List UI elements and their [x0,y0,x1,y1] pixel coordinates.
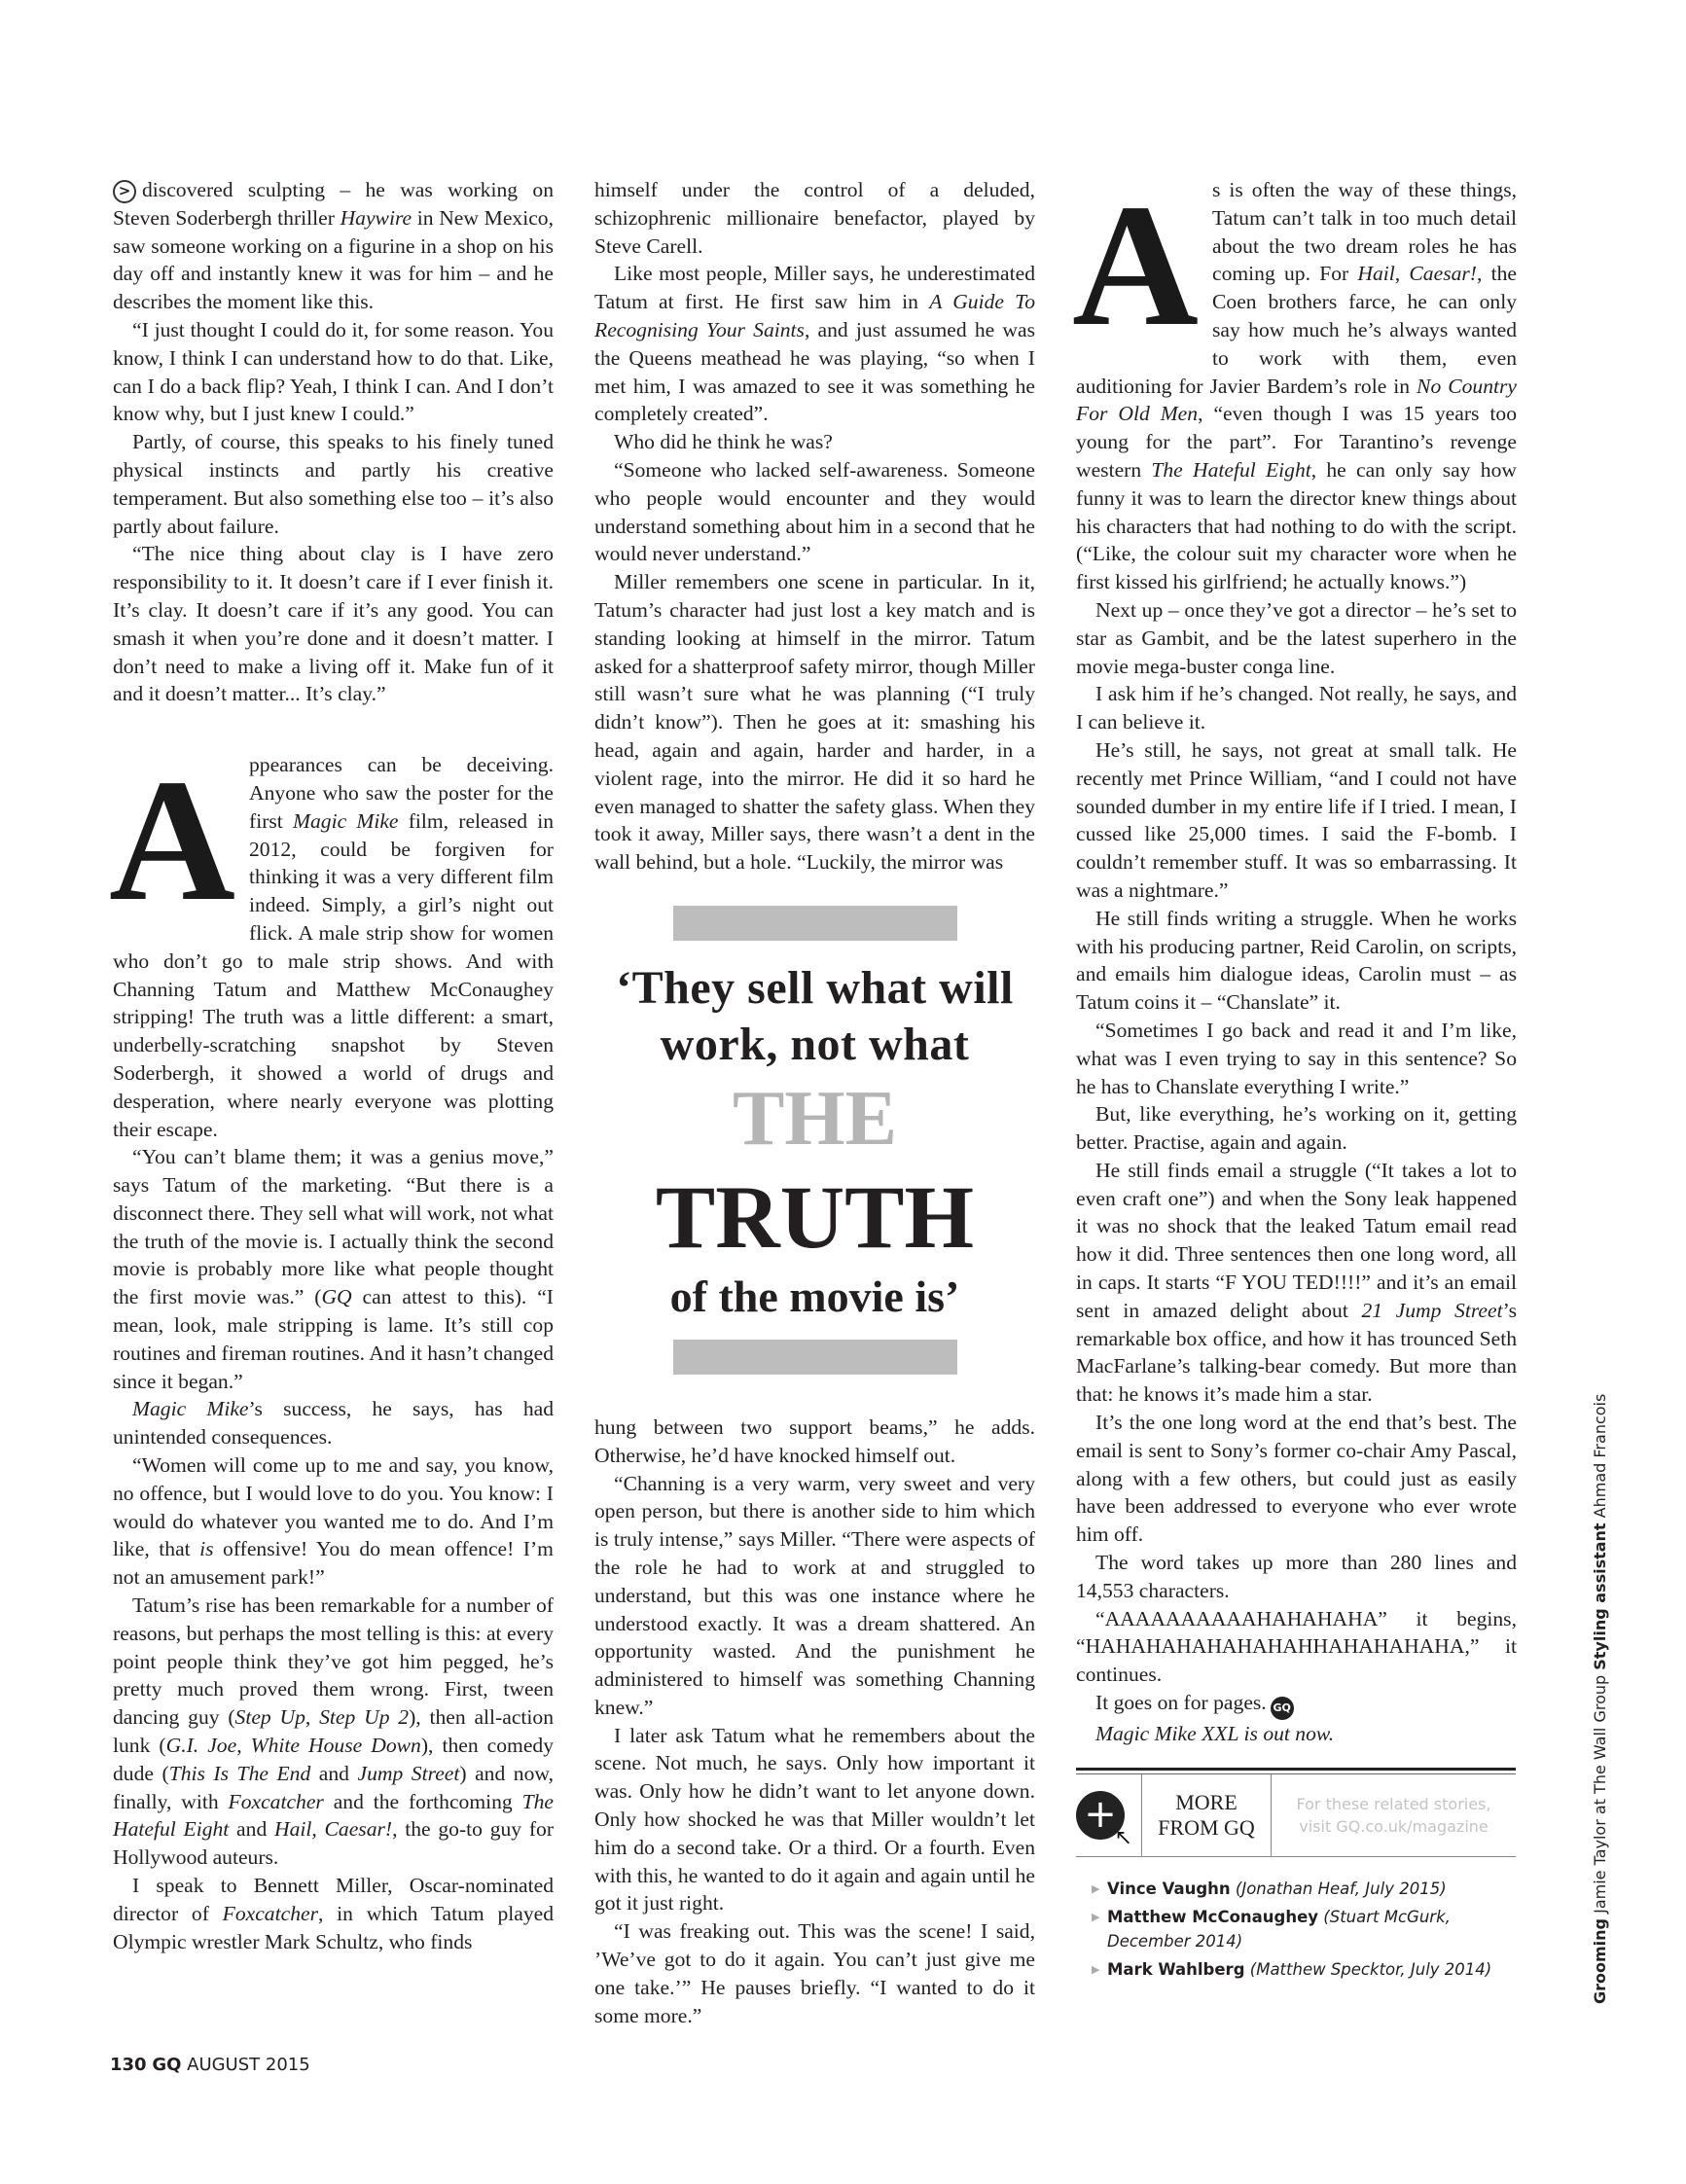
italic-text: The Hateful Eight [113,1789,554,1842]
paragraph [113,316,554,428]
text-run: “Someone who lacked self-awareness. Someone who people would encounter and they would understand something about him in a second that he would never understand.” [594,457,1035,566]
text-run: , he can only say how funny it was to learn the director knew things about his characters that had nothing to do with the script. (“Like, the colour suit my character wore when he first kissed his girlfriend; he actually knows.”) [1076,457,1517,594]
text-run: He still finds email a struggle (“It takes a lot to even craft one”) and when the Sony leak happened it was no shock that the leaked Tatum email read how it did. Three sentences then one long word, all in caps. It starts “F YOU TED!!!!” and it’s an email sent in amazed delight about [1076,1158,1517,1322]
paragraph [1076,1720,1517,1748]
paragraph [1076,1017,1517,1100]
credit-text: Jamie Taylor at The Wall Group [1591,1669,1609,1918]
pull-quote-line-3: of the movie is’ [669,1271,960,1321]
more-from-gq-box [1076,1768,1516,1986]
italic-text: A Guide To Recognising Your Saints [594,290,1035,341]
paragraph [594,176,1035,260]
paragraph [1076,1605,1517,1689]
text-run: ), then comedy dude ( [113,1734,555,1785]
page-number: 130 [110,2055,147,2075]
text-run: It goes on for pages. [1095,1691,1267,1715]
cursor-icon: ↖ [1114,1825,1132,1850]
italic-text: Hail, Caesar! [273,1817,393,1842]
text-run: “AAAAAAAAAAHAHAHAHA” it begins, “HAHAHAHAHAHAHAHHAHAHAHAHA,” it continues. [1076,1606,1517,1687]
drop-cap: A [1072,168,1199,362]
issue-date: AUGUST 2015 [187,2055,310,2075]
story-detail: (Matthew Specktor, July 2014) [1249,1959,1492,1979]
related-story[interactable] [1092,1957,1516,1982]
pull-quote-truth: TRUTH [655,1166,975,1267]
pull-quote-the: THE [733,1075,897,1162]
italic-text: G.I. Joe [165,1734,237,1758]
paragraph [594,1414,1035,1470]
text-run: “Sometimes I go back and read it and I’m like, what was I even trying to say in this sentence? So he has to Chanslate everything I write.” [1076,1018,1517,1098]
related-story[interactable] [1092,1877,1516,1901]
credit-label: Styling assistant [1591,1522,1609,1670]
text-run: and [229,1817,274,1842]
paragraph [594,1470,1035,1722]
text-run: He still finds writing a struggle. When he works with his producing partner, Reid Carolin, on scripts, and emails him dialogue ideas, Carolin must – as Tatum coins it – “Chanslate” it. [1076,906,1517,1015]
paragraph [109,743,554,1143]
triangle-bullet-icon: ▶ [1092,1910,1100,1923]
text-run: I speak to Bennett Miller, Oscar-nominated director of [113,1874,554,1925]
column-1-bottom [109,743,555,1955]
gq-end-icon: GQ [1271,1697,1294,1720]
paragraph [594,1917,1035,2029]
text-run: “I was freaking out. This was the scene! I said, ’We’ve got to do it again. You can’t just give me one take.’” He pauses briefly. “I wanted to do it some more.” [594,1919,1035,2027]
text-run: It’s the one long word at the end that’s best. The email is sent to Sony’s former co-chair Amy Pascal, along with a few others, but could just as easily have been addressed to everyone who ever wrote him off. [1076,1411,1517,1547]
paragraph [594,568,1035,877]
paragraph [113,428,554,540]
italic-text: Haywire [340,205,413,230]
text-run: “You can’t blame them; it was a genius move,” says Tatum of the marketing. “But there is a disconnect there. They sell what will work, not what the truth of the movie is. I actually think the second movie is probably more like what people thought the first movie was.” ( [113,1145,554,1309]
pull-quote-bottom-bar [673,1340,957,1375]
paragraph [1072,168,1517,596]
text-run: The word takes up more than 280 lines and 14,553 characters. [1076,1551,1517,1602]
box-top-rule [1076,1768,1516,1774]
credit-label: Grooming [1591,1917,1609,2004]
drop-cap: A [109,743,235,938]
text-run: s is often the way of these things, Tatum can’t talk in too much detail about the two dream roles he has coming up. For [1212,178,1517,286]
text-run: Partly, of course, this speaks to his finely tuned physical instincts and partly his creative temperament. But also something else too – it’s also partly about failure. [113,430,554,538]
italic-text: Magic Mike [292,808,399,833]
text-run: ’s remarkable box office, and how it has trounced Seth MacFarlane’s talking-bear comedy. But more than that: he knows it’s made him a star. [1076,1298,1518,1407]
text-run: and the forthcoming [323,1789,522,1813]
story-name: Mark Wahlberg [1107,1959,1245,1979]
story-detail: (Jonathan Heaf, July 2015) [1235,1879,1447,1898]
italic-text: Hail, Caesar! [1357,262,1477,286]
text-run: , the go-to guy for Hollywood auteurs. [113,1817,555,1870]
text-run: Magic Mike XXL is out now. [1095,1722,1335,1746]
visit-link[interactable] [1272,1774,1516,1856]
italic-text: The Hateful Eight [1151,457,1311,482]
triangle-bullet-icon: ▶ [1092,1962,1100,1976]
paragraph [1076,736,1517,905]
paragraph [1076,1409,1517,1549]
italic-text: is [199,1537,214,1561]
text-run: discovered sculpting – he was working on Steven Soderbergh thriller [113,178,554,230]
triangle-bullet-icon: ▶ [1092,1881,1100,1895]
italic-text: This Is The End [168,1761,311,1785]
continued-arrow-icon: > [113,180,136,203]
text-run: ) and now, finally, with [113,1761,554,1813]
story-name: Matthew McConaughey [1107,1907,1319,1926]
text-run: I later ask Tatum what he remembers about the scene. Not much, he says. Only how important it was. Only how he didn’t want to let anyone down. Only how shocked he was that Miller wouldn’t let him do a second take. Or a third. Or a fourth. Even with this, he wanted to do it again and again until he got it just right. [594,1723,1035,1915]
text-run: Like most people, Miller says, he underestimated Tatum at first. He first saw him in [594,262,1035,314]
italic-text: 21 Jump Street [1361,1298,1503,1322]
more-title-line-2: FROM GQ [1158,1814,1255,1840]
photo-credit [1591,1394,1610,2004]
column-1 [109,176,555,1955]
paragraph [594,1722,1035,1918]
italic-text: Step Up [234,1705,305,1730]
pull-quote [594,906,1035,1375]
brand: GQ [152,2055,182,2075]
text-run: I ask him if he’s changed. Not really, he says, and I can believe it. [1076,682,1517,734]
paragraph [1076,596,1517,680]
visit-line-1: For these related stories, [1296,1794,1491,1813]
text-run: But, like everything, he’s working on it, getting better. Practise, again and again. [1076,1102,1517,1155]
plus-cursor-icon: + ↖ [1076,1791,1125,1840]
text-run: himself under the control of a deluded, schizophrenic millionaire benefactor, played by Steve Carell. [594,178,1035,258]
italic-text: White House Down [250,1734,421,1758]
paragraph [1076,1157,1517,1409]
italic-text: Foxcatcher [228,1789,324,1813]
paragraph [1076,905,1517,1017]
text-run: “Women will come up to me and say, you know, no offence, but I would love to do you. You know: I would do whatever you wanted me to do. And I’m like, that [113,1453,554,1561]
paragraph [113,540,554,708]
text-run: , and just assumed he was the Queens meathead he was playing, “so when I met him, I was amazed to see it was something he completely created”. [594,317,1036,426]
italic-text: Foxcatcher [222,1901,318,1925]
text-run: ’s success, he says, has had unintended consequences. [113,1397,554,1450]
text-run: Next up – once they’ve got a director – he’s set to star as Gambit, and be the latest superhero in the movie mega-buster conga line. [1076,597,1517,678]
column-2-top [594,176,1035,877]
story-name: Vince Vaughn [1107,1879,1231,1898]
text-run: Tatum’s rise has been remarkable for a number of reasons, but perhaps the most telling is this: at every point people think they’ve got him pegged, he’s pretty much proved them wrong. First, tween dancing guy ( [113,1593,554,1730]
page-footer [110,2054,1517,2077]
paragraph [113,1143,554,1395]
italic-text: Jump Street [357,1761,460,1785]
italic-text: GQ [321,1285,352,1309]
column-3-text [1072,168,1518,1748]
paragraph [1076,680,1517,736]
paragraph [113,176,554,316]
text-run: “The nice thing about clay is I have zero responsibility to it. It doesn’t care if I ever finish it. It’s clay. It doesn’t care if it’s any good. You can smash it when you’re done and it doesn’t matter. I don’t need to make a living off it. Make fun of it and it doesn’t matter... It’s clay.” [113,542,554,706]
paragraph [594,456,1035,568]
text-run: and [310,1761,358,1785]
paragraph [594,428,1035,456]
text-run: Who did he think he was? [614,430,833,454]
column-1-top [113,176,554,708]
column-3 [1072,168,1518,1986]
paragraph [1076,1549,1517,1605]
pull-quote-top-bar [673,906,957,941]
visit-line-2: visit GQ.co.uk/magazine [1299,1816,1489,1836]
credit-text: Ahmad Francois [1591,1393,1609,1523]
related-stories-list [1076,1877,1516,1982]
text-run: He’s still, he says, not great at small talk. He recently met Prince William, “and I could not have sounded dumber in my entire life if I tried. I mean, I cussed like 25,000 times. I said the F-bomb. I couldn’t remember stuff. It was so embarrassing. It was a nightmare.” [1076,737,1517,902]
paragraph [113,1592,554,1872]
text-run: , [236,1734,251,1758]
article-columns [109,168,1518,2034]
text-run: offensive! You do mean offence! I’m not an amusement park!” [113,1537,554,1590]
italic-text: No Country For Old Men [1076,374,1517,426]
column-2-bottom [594,1414,1035,2030]
paragraph [113,1395,554,1451]
text-run: in New Mexico, saw someone working on a figurine in a shop on his day off and instantly knew it was for him – and he describes the moment like this. [113,205,554,314]
text-run: , “even though I was 15 years too young for the part”. For Tarantino’s revenge western [1076,402,1517,482]
paragraph [1076,1689,1517,1720]
paragraph [594,260,1035,428]
story-detail: (Stuart McGurk, December 2014) [1107,1907,1451,1951]
italic-text: Step Up 2 [319,1705,410,1730]
text-run: film, released in 2012, could be forgiven for thinking it was a very different film indeed. Simply, a girl’s night out flick. A male strip show for women who don’t go to male strip shows. And with Channing Tatum and Matthew McConaughey stripping! The truth was a little different: a smart, underbelly-scratching snapshot by Steven Soderbergh, it showed a world of drugs and desperation, where nearly everyone was plotting their escape. [113,808,554,1141]
text-run: , [305,1705,320,1730]
text-run: “I just thought I could do it, for some reason. You know, I think I can understand how to do that. Like, can I do a back flip? Yeah, I think I can. And I don’t know why, but I just knew I could.” [113,317,554,426]
paragraph [113,1451,554,1592]
italic-text: Magic Mike [132,1397,249,1421]
text-run: ), then all-action lunk ( [113,1705,554,1758]
text-run: Miller remembers one scene in particular. In it, Tatum’s character had just lost a key match and is standing looking at himself in the mirror. Tatum asked for a shatterproof safety mirror, though Miller still wasn’t sure what he was planning (“I truly didn’t know”). Then he goes at it: smashing his head, again and again, harder and harder, in a violent rage, into the mirror. He did it so hard he even managed to shatter the safety glass. When they took it away, Miller says, there wasn’t a dent in the wall behind, but a hole. “Luckily, the mirror was [594,570,1035,875]
text-run: can attest to this). “I mean, look, male stripping is lame. It’s still cop routines and fireman routines. And it hasn’t changed since it began.” [113,1285,554,1393]
text-run: , in which Tatum played Olympic wrestler Mark Schultz, who finds [113,1901,554,1953]
text-run: hung between two support beams,” he adds. Otherwise, he’d have knocked himself out. [594,1414,1035,1467]
text-run: , the Coen brothers farce, he can only say how much he’s always wanted to work with them, even auditioning for Javier Bardem’s role in [1076,262,1517,398]
more-from-gq-title [1141,1774,1272,1856]
text-run: ppearances can be deceiving. Anyone who saw the poster for the first [249,753,554,833]
paragraph [113,1872,554,1955]
column-2 [594,176,1035,2029]
pull-quote-line-1: ‘They sell what will work, not what [616,961,1014,1070]
paragraph [1076,1100,1517,1157]
related-story[interactable] [1092,1905,1516,1953]
more-title-line-1: MORE [1175,1789,1238,1814]
text-run: “Channing is a very warm, very sweet and very open person, but there is another side to him which is truly intense,” says Miller. “There were aspects of the role he had to work at and struggled to understand, but this was one instance where he understood exactly. It was a dream shattered. An opportunity wasted. And the punishment he administered to himself was something Channing knew.” [594,1471,1035,1719]
magazine-page [109,168,1518,2077]
